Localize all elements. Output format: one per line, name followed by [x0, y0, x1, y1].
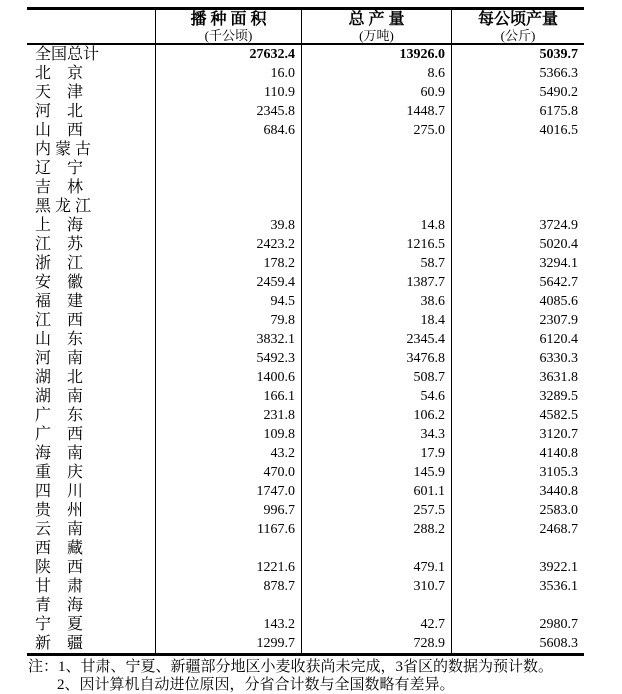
total-output-value: 38.6 [301, 292, 451, 311]
table-row [27, 83, 584, 102]
total-output-value: 601.1 [301, 482, 451, 501]
yield-value: 4085.6 [451, 292, 584, 311]
row-name: 湖 南 [35, 388, 84, 405]
sown-area-value: 110.9 [155, 83, 301, 102]
sown-area-value: 878.7 [155, 577, 301, 596]
row-name: 黑 龙 江 [35, 198, 92, 215]
table-row [27, 159, 584, 178]
sown-area-value: 39.8 [155, 216, 301, 235]
table-row [27, 216, 584, 235]
yield-value: 6175.8 [451, 102, 584, 121]
yield-value: 5608.3 [451, 634, 584, 653]
sown-area-value: 43.2 [155, 444, 301, 463]
total-output-value [301, 178, 451, 197]
row-name: 湖 北 [35, 369, 84, 386]
footnotes [0, 658, 622, 694]
table-header-row [27, 10, 584, 45]
yield-value: 4582.5 [451, 406, 584, 425]
sown-area-value [155, 178, 301, 197]
row-name: 上 海 [35, 217, 84, 234]
yield-value: 3120.7 [451, 425, 584, 444]
total-output-value: 1448.7 [301, 102, 451, 121]
column-header-unit: (千公顷) [204, 27, 253, 43]
table-row [27, 292, 584, 311]
column-header-label: 总 产 量 [348, 10, 405, 28]
table-row [27, 406, 584, 425]
sown-area-value: 2423.2 [155, 235, 301, 254]
sown-area-value: 143.2 [155, 615, 301, 634]
table-row [27, 539, 584, 558]
row-name: 西 藏 [35, 540, 84, 557]
sown-area-value [155, 539, 301, 558]
sown-area-value: 94.5 [155, 292, 301, 311]
header-sown-area [155, 10, 301, 43]
yield-value: 6330.3 [451, 349, 584, 368]
yield-value [451, 596, 584, 615]
sown-area-value: 16.0 [155, 64, 301, 83]
table-row [27, 273, 584, 292]
table-row [27, 482, 584, 501]
total-output-value: 3476.8 [301, 349, 451, 368]
yield-value [451, 140, 584, 159]
table-row [27, 311, 584, 330]
national-total-row [27, 45, 584, 64]
sown-area-value [155, 159, 301, 178]
total-output-value [301, 596, 451, 615]
table-row [27, 444, 584, 463]
yield-value: 5039.7 [451, 45, 584, 64]
sown-area-value: 178.2 [155, 254, 301, 273]
row-name: 贵 州 [35, 502, 84, 519]
yield-value [451, 178, 584, 197]
total-output-value: 1387.7 [301, 273, 451, 292]
yield-value: 3922.1 [451, 558, 584, 577]
yield-value [451, 197, 584, 216]
yield-value: 5642.7 [451, 273, 584, 292]
row-name: 河 南 [35, 350, 84, 367]
table-row [27, 140, 584, 159]
sown-area-value: 231.8 [155, 406, 301, 425]
row-name: 新 疆 [35, 635, 84, 652]
table-body [27, 64, 584, 653]
table-row [27, 330, 584, 349]
sown-area-value: 996.7 [155, 501, 301, 520]
yield-value: 6120.4 [451, 330, 584, 349]
table-row [27, 178, 584, 197]
footnote-1: 注：1、甘肃、宁夏、新疆部分地区小麦收获尚未完成，3省区的数据为预计数。 [28, 659, 554, 675]
row-name: 青 海 [35, 597, 84, 614]
header-region-column [27, 10, 155, 43]
sown-area-value: 2345.8 [155, 102, 301, 121]
sown-area-value: 2459.4 [155, 273, 301, 292]
total-output-value: 508.7 [301, 368, 451, 387]
total-output-value: 2345.4 [301, 330, 451, 349]
sown-area-value [155, 197, 301, 216]
total-output-value: 34.3 [301, 425, 451, 444]
sown-area-value: 166.1 [155, 387, 301, 406]
row-name: 海 南 [35, 445, 84, 462]
yield-value: 2468.7 [451, 520, 584, 539]
table-row [27, 463, 584, 482]
table-row [27, 254, 584, 273]
table-row [27, 520, 584, 539]
sown-area-value: 1167.6 [155, 520, 301, 539]
total-output-value: 275.0 [301, 121, 451, 140]
total-output-value: 13926.0 [301, 45, 451, 64]
wheat-statistics-table [27, 7, 584, 656]
table-row [27, 64, 584, 83]
row-name: 福 建 [35, 293, 84, 310]
row-name: 广 西 [35, 426, 84, 443]
yield-value: 3631.8 [451, 368, 584, 387]
row-name: 内 蒙 古 [35, 141, 92, 158]
column-header-unit: (公斤) [500, 27, 536, 43]
sown-area-value: 109.8 [155, 425, 301, 444]
column-header-label: 播 种 面 积 [190, 10, 267, 28]
total-output-value: 42.7 [301, 615, 451, 634]
row-name: 吉 林 [35, 179, 84, 196]
total-output-value: 54.6 [301, 387, 451, 406]
total-output-value: 58.7 [301, 254, 451, 273]
table-row [27, 197, 584, 216]
row-name: 江 苏 [35, 236, 84, 253]
column-header-unit: (万吨) [359, 27, 394, 43]
row-name: 河 北 [35, 103, 84, 120]
yield-value: 2307.9 [451, 311, 584, 330]
total-output-value: 8.6 [301, 64, 451, 83]
yield-value: 5020.4 [451, 235, 584, 254]
table-row [27, 387, 584, 406]
table-row [27, 349, 584, 368]
row-name: 山 西 [35, 122, 84, 139]
table-row [27, 501, 584, 520]
total-output-value: 18.4 [301, 311, 451, 330]
total-output-value: 17.9 [301, 444, 451, 463]
total-output-value: 257.5 [301, 501, 451, 520]
sown-area-value: 1299.7 [155, 634, 301, 653]
row-name: 山 东 [35, 331, 84, 348]
table-row [27, 368, 584, 387]
total-output-value: 310.7 [301, 577, 451, 596]
yield-value: 5490.2 [451, 83, 584, 102]
total-output-value: 288.2 [301, 520, 451, 539]
sown-area-value: 1747.0 [155, 482, 301, 501]
row-name: 广 东 [35, 407, 84, 424]
yield-value: 3536.1 [451, 577, 584, 596]
total-output-value [301, 539, 451, 558]
yield-value: 4016.5 [451, 121, 584, 140]
sown-area-value: 5492.3 [155, 349, 301, 368]
row-name: 四 川 [35, 483, 84, 500]
row-name: 云 南 [35, 521, 84, 538]
total-output-value: 60.9 [301, 83, 451, 102]
row-name: 宁 夏 [35, 616, 84, 633]
header-yield-per-hectare [451, 10, 584, 43]
sown-area-value: 1400.6 [155, 368, 301, 387]
table-row [27, 596, 584, 615]
total-output-value: 14.8 [301, 216, 451, 235]
footnote-2: 2、因计算机自动进位原因，分省合计数与全国数略有差异。 [57, 677, 455, 693]
table-row [27, 102, 584, 121]
row-name: 天 津 [35, 84, 84, 101]
header-total-output [301, 10, 451, 43]
row-name: 浙 江 [35, 255, 84, 272]
sown-area-value: 684.6 [155, 121, 301, 140]
table-row [27, 558, 584, 577]
row-name: 陕 西 [35, 559, 84, 576]
table-row [27, 615, 584, 634]
yield-value: 3724.9 [451, 216, 584, 235]
yield-value: 2583.0 [451, 501, 584, 520]
total-output-value [301, 140, 451, 159]
sown-area-value: 470.0 [155, 463, 301, 482]
total-output-value [301, 197, 451, 216]
sown-area-value: 27632.4 [155, 45, 301, 64]
sown-area-value [155, 140, 301, 159]
total-output-value: 145.9 [301, 463, 451, 482]
sown-area-value: 3832.1 [155, 330, 301, 349]
total-output-value: 728.9 [301, 634, 451, 653]
row-name: 安 徽 [35, 274, 84, 291]
row-name: 北 京 [35, 65, 84, 82]
total-output-value [301, 159, 451, 178]
total-output-value: 1216.5 [301, 235, 451, 254]
yield-value: 2980.7 [451, 615, 584, 634]
column-header-label: 每公顷产量 [477, 10, 558, 28]
yield-value: 4140.8 [451, 444, 584, 463]
yield-value: 3294.1 [451, 254, 584, 273]
row-name: 甘 肃 [35, 578, 84, 595]
row-name: 重 庆 [35, 464, 84, 481]
row-name: 辽 宁 [35, 160, 84, 177]
table-row [27, 235, 584, 254]
sown-area-value: 79.8 [155, 311, 301, 330]
yield-value: 5366.3 [451, 64, 584, 83]
sown-area-value [155, 596, 301, 615]
row-name: 全国总计 [35, 46, 100, 63]
table-row [27, 121, 584, 140]
table-row [27, 577, 584, 596]
yield-value: 3105.3 [451, 463, 584, 482]
total-output-value: 106.2 [301, 406, 451, 425]
yield-value [451, 539, 584, 558]
yield-value: 3289.5 [451, 387, 584, 406]
table-row [27, 634, 584, 653]
yield-value [451, 159, 584, 178]
row-name: 江 西 [35, 312, 84, 329]
yield-value: 3440.8 [451, 482, 584, 501]
total-output-value: 479.1 [301, 558, 451, 577]
sown-area-value: 1221.6 [155, 558, 301, 577]
table-row [27, 425, 584, 444]
